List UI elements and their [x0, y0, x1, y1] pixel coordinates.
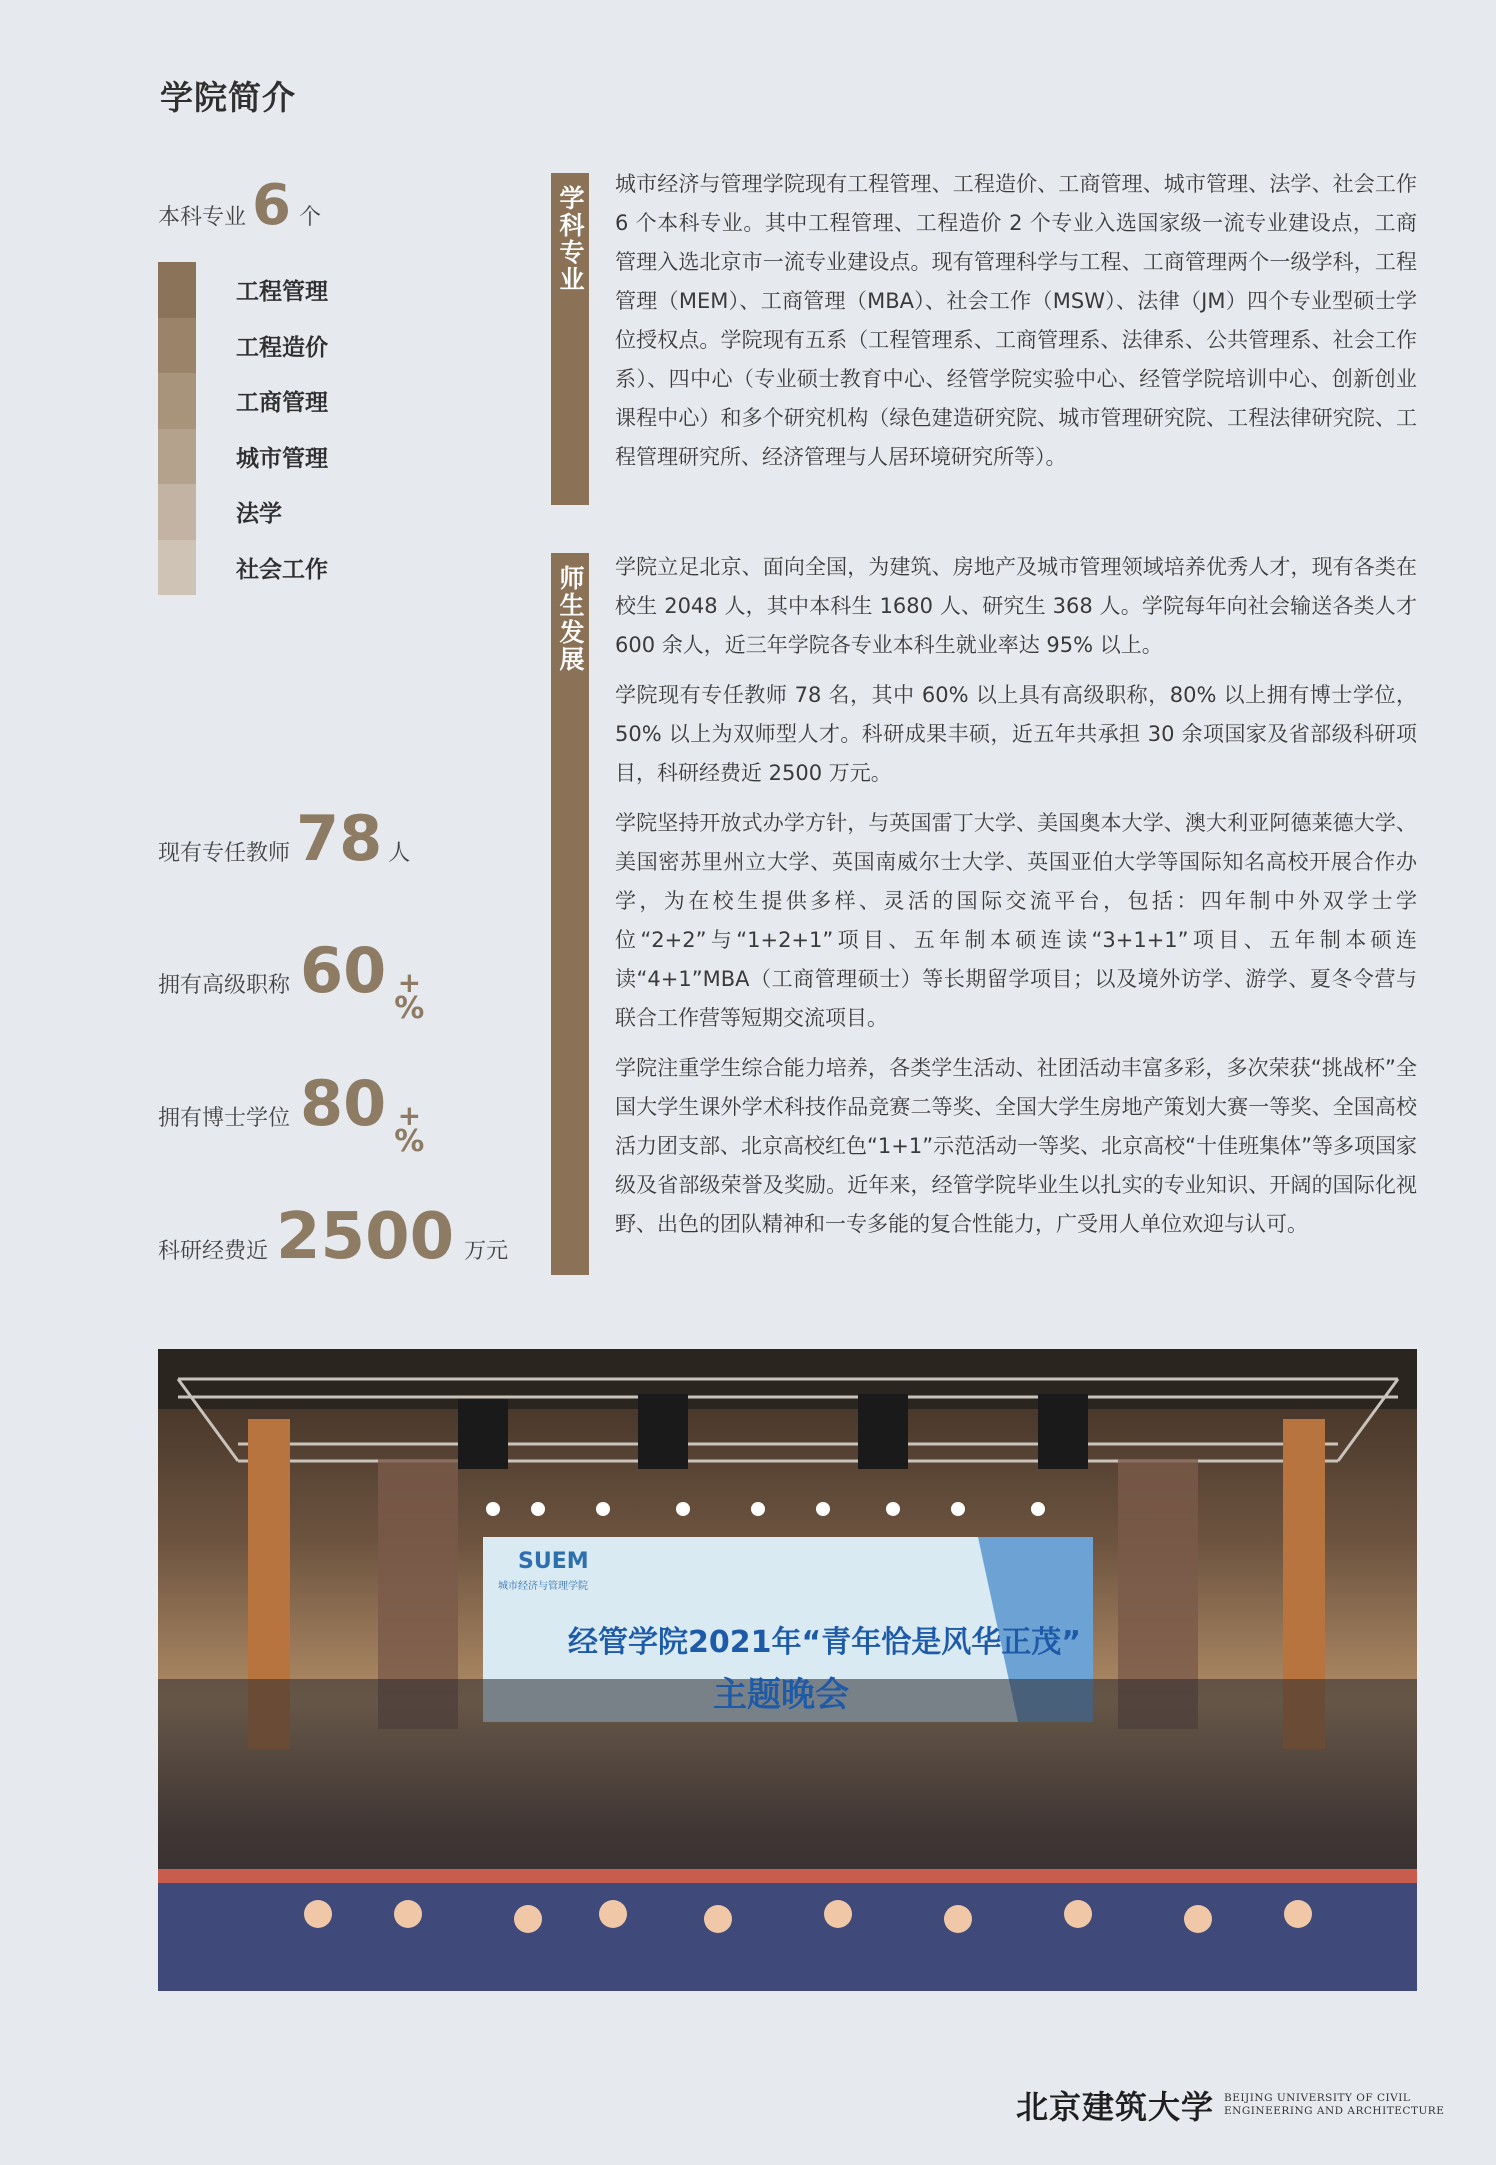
- stat-label: 现有专任教师: [158, 841, 291, 866]
- stat-label: 科研经费近: [158, 1239, 269, 1264]
- majors-count-stat: [158, 173, 321, 238]
- section-label: 师生发展: [556, 565, 585, 673]
- stat-value: 80: [300, 1067, 387, 1140]
- major-color-swatch: [158, 429, 196, 485]
- plus-percent-mark: [394, 1099, 425, 1160]
- major-label: 工程造价: [236, 334, 328, 361]
- major-item: [158, 262, 358, 318]
- stat-label: 本科专业: [158, 205, 247, 230]
- research-funding-stat: [158, 1200, 509, 1274]
- logo-english-line-2: ENGINEERING AND ARCHITECTURE: [1224, 2105, 1445, 2117]
- major-color-swatch: [158, 540, 196, 596]
- major-color-swatch: [158, 373, 196, 429]
- plus-sign: +: [397, 1099, 422, 1132]
- stat-value: 2500: [276, 1200, 455, 1274]
- major-label: 城市管理: [236, 445, 328, 472]
- section-bar-disciplines: [551, 173, 589, 505]
- screen-title: 经管学院2021年“青年恰是风华正茂”: [568, 1625, 1081, 1660]
- stat-label: 拥有博士学位: [158, 1106, 291, 1131]
- university-logo: [1016, 2082, 1444, 2128]
- major-label: 法学: [236, 501, 282, 528]
- major-color-swatch: [158, 484, 196, 540]
- senior-title-stat: [158, 934, 425, 1027]
- logo-english-line-1: BEIJING UNIVERSITY OF CIVIL: [1224, 2092, 1411, 2104]
- majors-list: [158, 262, 358, 595]
- stat-unit: 万元: [464, 1239, 509, 1264]
- major-item: [158, 484, 358, 540]
- event-photo: [158, 1349, 1417, 1991]
- paragraph: 学院坚持开放式办学方针，与英国雷丁大学、美国奥本大学、澳大利亚阿德莱德大学、美国密苏里州立大学、英国南威尔士大学、英国亚伯大学等国际知名高校开展合作办学，为在校生提供多样、灵活的国际交流平台，包括：四年制中外双学士学位“2+2”与“1+2+1”项目、五年制本硕连读“3+1+1”项目、五年制本硕连读“4+1”MBA（工商管理硕士）等长期留学项目；以及境外访学、游学、夏冬令营与联合工作营等短期交流项目。: [615, 811, 1417, 1030]
- paragraph: 学院注重学生综合能力培养，各类学生活动、社团活动丰富多彩，多次荣获“挑战杯”全国大学生课外学术科技作品竞赛二等奖、全国大学生房地产策划大赛一等奖、全国高校活力团支部、北京高校红色“1+1”示范活动一等奖、北京高校“十佳班集体”等多项国家级及省部级荣誉及奖励。近年来，经管学院毕业生以扎实的专业知识、开阔的国际化视野、出色的团队精神和一专多能的复合性能力，广受用人单位欢迎与认可。: [615, 1056, 1417, 1236]
- screen-logo-subtitle: 城市经济与管理学院: [498, 1581, 588, 1592]
- major-label: 工程管理: [236, 279, 328, 306]
- doctorate-stat: [158, 1067, 425, 1160]
- stat-label: 拥有高级职称: [158, 973, 291, 998]
- teachers-stat: [158, 802, 411, 875]
- logo-english-name: [1224, 2092, 1444, 2118]
- paragraph: 城市经济与管理学院现有工程管理、工程造价、工商管理、城市管理、法学、社会工作 6 个本科专业。其中工程管理、工程造价 2 个专业入选国家级一流专业建设点，工商管理入选北京市一流专业建设点。现有管理科学与工程、工商管理两个一级学科，工程管理（MEM）、工商管理（MBA）、社会工作（MSW）、法律（JM）四个专业型硕士学位授权点。学院现有五系（工程管理系、工商管理系、法律系、公共管理系、社会工作系）、四中心（专业硕士教育中心、经管学院实验中心、经管学院培训中心、创新创业课程中心）和多个研究机构（绿色建造研究院、城市管理研究院、工程法律研究院、工程管理研究所、经济管理与人居环境研究所等）。: [615, 172, 1417, 469]
- section-label: 学科专业: [556, 185, 585, 293]
- section-bar-development: [551, 553, 589, 1275]
- stat-unit: 个: [298, 205, 321, 230]
- screen-subtitle: 主题晚会: [713, 1675, 849, 1715]
- screen-logo: SUEM: [518, 1549, 589, 1574]
- section-body-development: [615, 548, 1417, 1244]
- plus-sign: +: [397, 966, 422, 999]
- plus-percent-mark: [394, 966, 425, 1027]
- percent-sign: %: [394, 991, 425, 1027]
- major-color-swatch: [158, 262, 196, 318]
- stat-value: 78: [296, 802, 383, 875]
- major-item: [158, 318, 358, 374]
- major-item: [158, 429, 358, 485]
- major-item: [158, 373, 358, 429]
- stat-value: 6: [252, 173, 291, 238]
- major-label: 社会工作: [236, 556, 328, 583]
- page-title: 学院简介: [160, 78, 296, 117]
- paragraph: 学院立足北京、面向全国，为建筑、房地产及城市管理领域培养优秀人才，现有各类在校生 2048 人，其中本科生 1680 人、研究生 368 人。学院每年向社会输送各类人才 600 余人，近三年学院各专业本科生就业率达 95% 以上。: [615, 555, 1417, 657]
- section-body-disciplines: [615, 165, 1417, 477]
- logo-chinese-name: 北京建筑大学: [1016, 2088, 1215, 2126]
- major-label: 工商管理: [236, 390, 328, 417]
- major-item: [158, 540, 358, 596]
- major-color-swatch: [158, 318, 196, 374]
- stat-unit: 人: [388, 841, 411, 866]
- paragraph: 学院现有专任教师 78 名，其中 60% 以上具有高级职称，80% 以上拥有博士学位， 50% 以上为双师型人才。科研成果丰硕，近五年共承担 30 余项国家及省部级科研项目，科研经费近 2500 万元。: [615, 683, 1417, 785]
- stat-value: 60: [300, 934, 387, 1007]
- percent-sign: %: [394, 1124, 425, 1160]
